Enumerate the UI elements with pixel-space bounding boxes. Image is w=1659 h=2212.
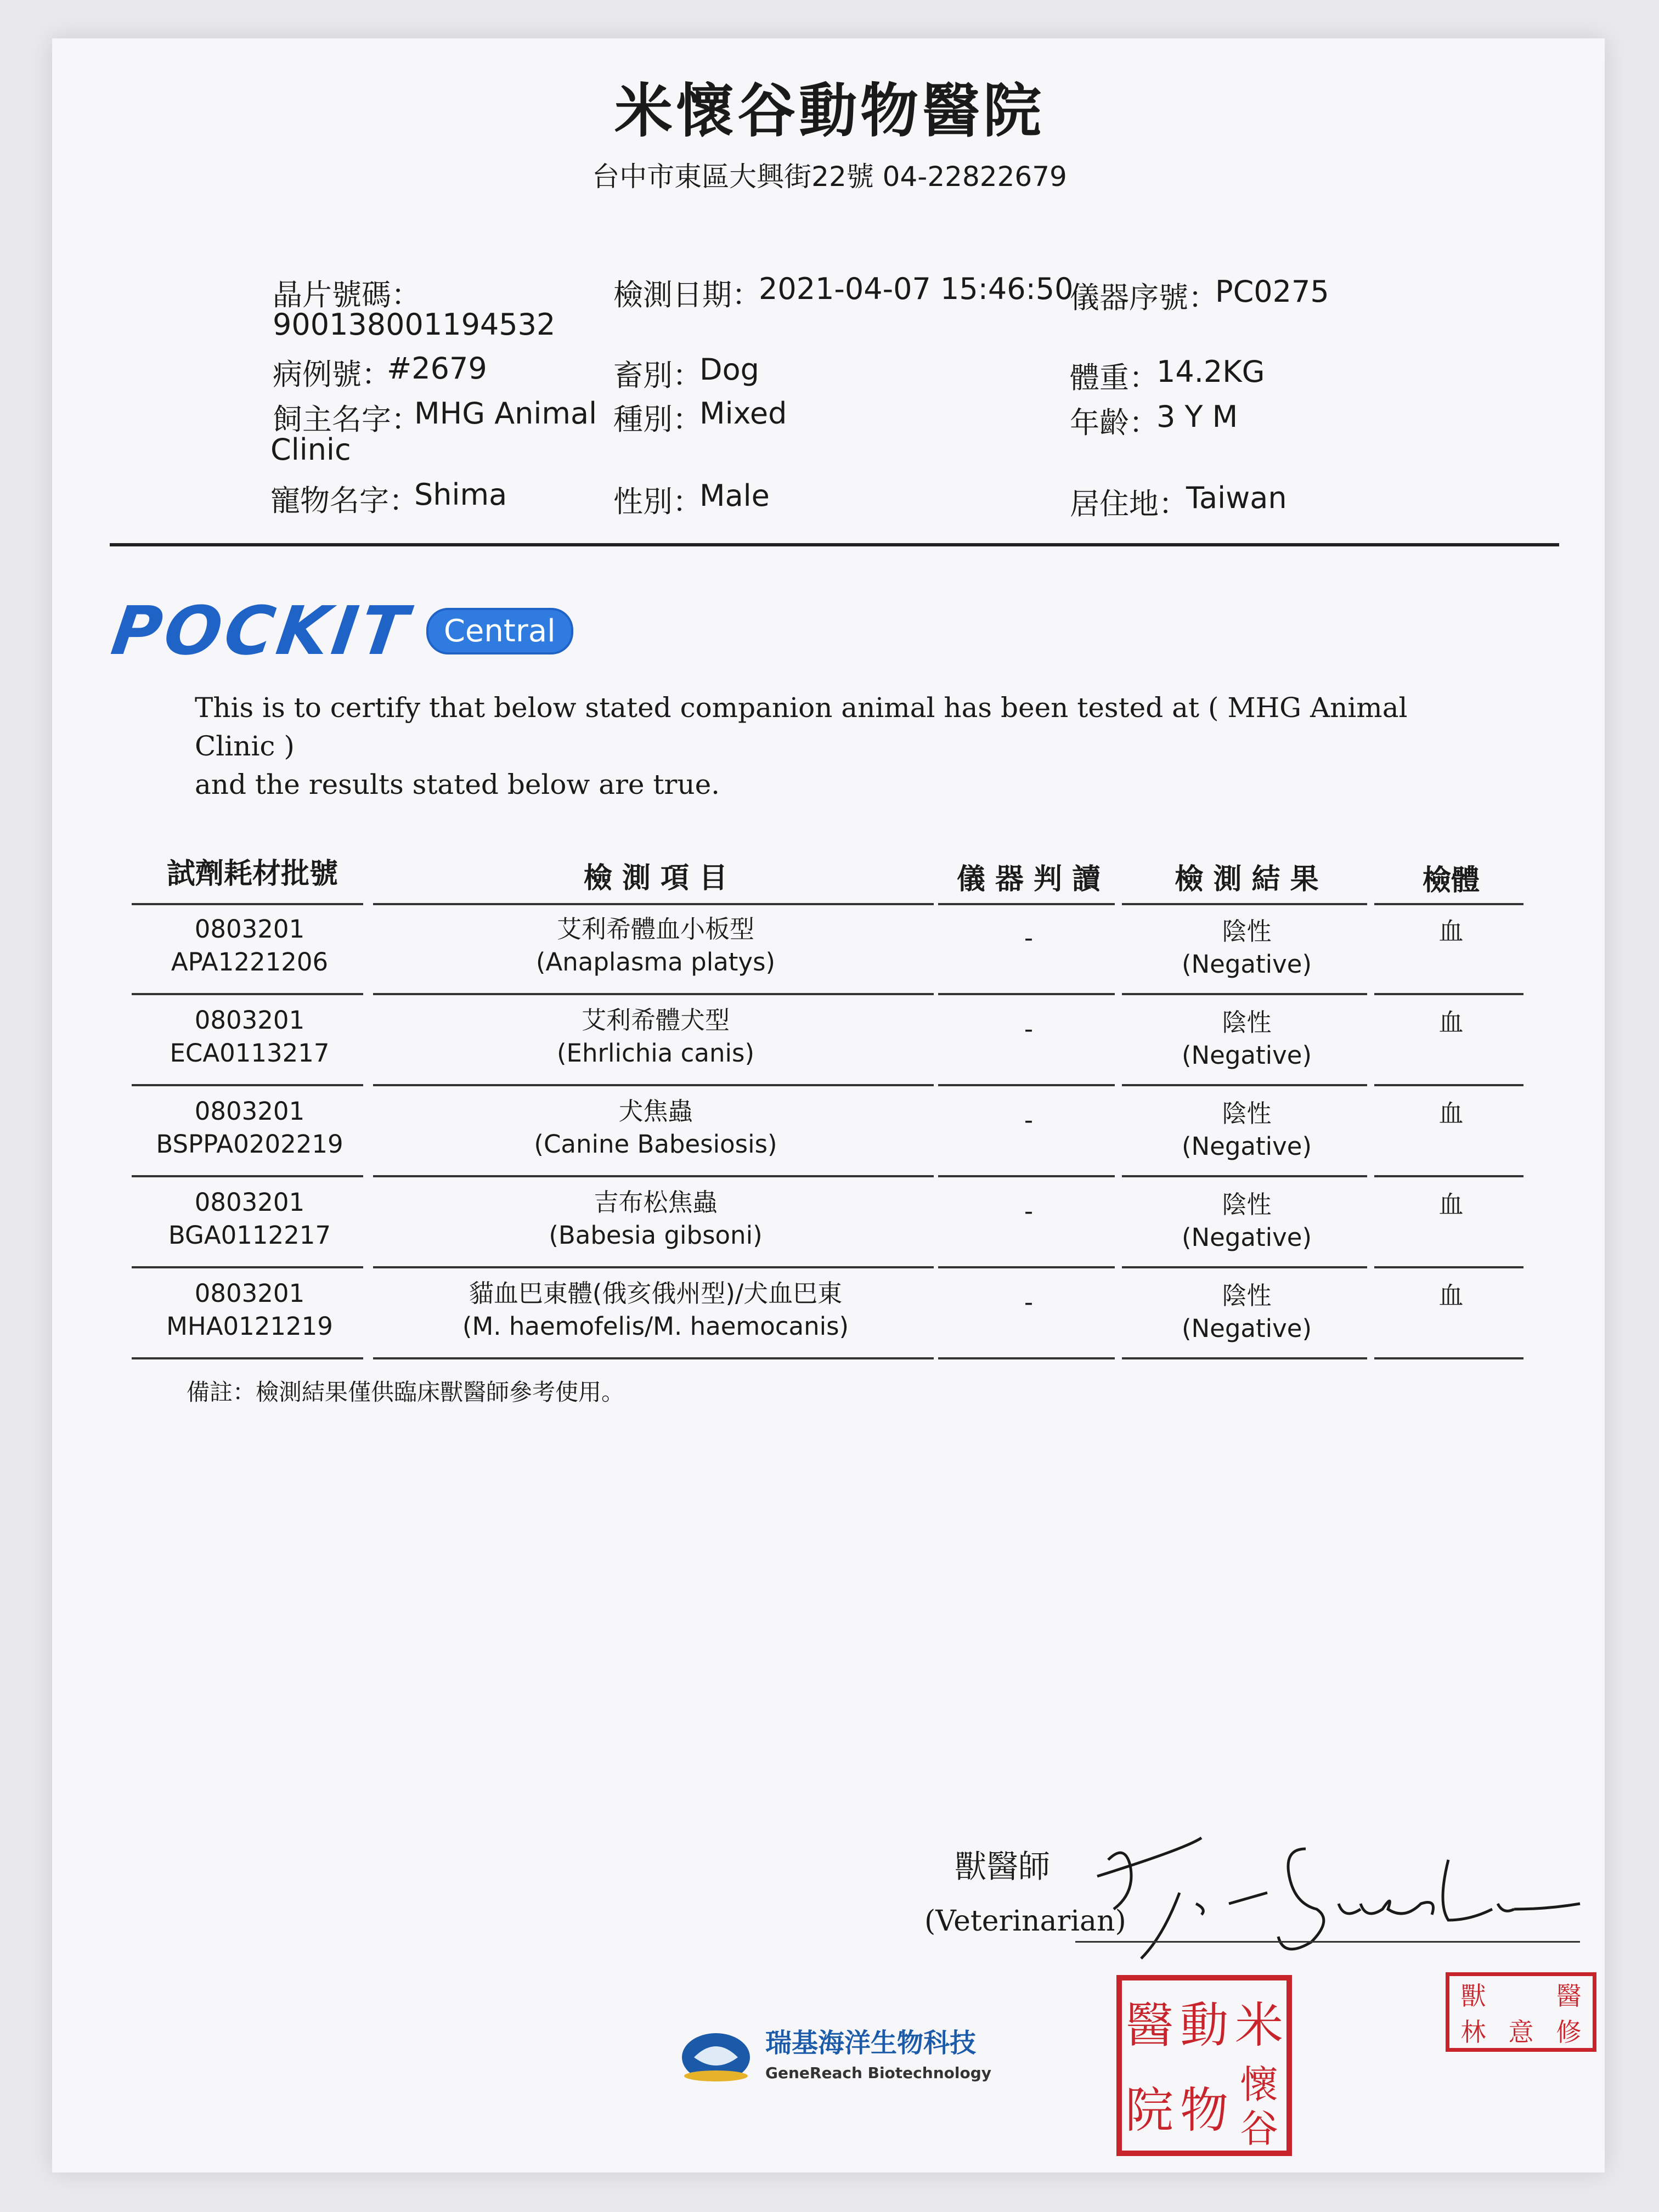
device-reading: - bbox=[1024, 923, 1034, 952]
col-header-lot: 試劑耗材批號 bbox=[166, 857, 338, 890]
brand-name: POCKIT bbox=[107, 592, 415, 670]
vet-seal-char: 意 bbox=[1508, 2017, 1534, 2047]
lot-code: BGA0112217 bbox=[168, 1221, 331, 1250]
lot-number: 0803201 bbox=[194, 1097, 305, 1126]
table-rule bbox=[1374, 1266, 1523, 1268]
signature-line bbox=[1075, 1941, 1580, 1943]
result-en: (Negative) bbox=[1181, 950, 1312, 979]
test-date-value: 2021-04-07 15:46:50 bbox=[759, 272, 1074, 306]
certification-line-1: This is to certify that below stated companion animal has been tested at ( MHG Animal Clinic ) bbox=[195, 692, 1408, 762]
table-rule bbox=[132, 1084, 363, 1086]
result-zh: 陰性 bbox=[1222, 1281, 1272, 1310]
case-value: #2679 bbox=[387, 351, 487, 386]
lot-number: 0803201 bbox=[194, 915, 305, 944]
result-en: (Negative) bbox=[1181, 1132, 1312, 1161]
pet-label: 寵物名字： bbox=[270, 483, 419, 518]
table-rule bbox=[373, 1357, 934, 1359]
owner-value-cont: Clinic bbox=[270, 432, 351, 467]
table-rule bbox=[1122, 993, 1367, 995]
table-rule bbox=[938, 993, 1115, 995]
vet-seal bbox=[1446, 1972, 1596, 2052]
weight-label: 體重： bbox=[1070, 360, 1159, 395]
chip-value: 900138001194532 bbox=[273, 307, 556, 342]
result-zh: 陰性 bbox=[1222, 1190, 1272, 1219]
result-zh: 陰性 bbox=[1222, 1099, 1272, 1128]
result-en: (Negative) bbox=[1181, 1223, 1312, 1252]
table-rule bbox=[373, 1175, 934, 1177]
case-label: 病例號： bbox=[273, 357, 391, 392]
brand-tag: Central bbox=[426, 608, 573, 654]
table-rule bbox=[373, 1266, 934, 1268]
clinic-seal-char: 醫 bbox=[1125, 1997, 1173, 2053]
company-name-zh: 瑞基海洋生物科技 bbox=[765, 2028, 977, 2058]
test-item-zh: 艾利希體犬型 bbox=[581, 1006, 730, 1035]
age-value: 3 Y M bbox=[1156, 399, 1238, 434]
table-rule bbox=[132, 1266, 363, 1268]
clinic-seal-char: 懷 bbox=[1240, 2062, 1278, 2107]
test-item-en: (Canine Babesiosis) bbox=[534, 1130, 777, 1159]
clinic-seal-char: 米 bbox=[1234, 1997, 1283, 2053]
table-rule bbox=[132, 993, 363, 995]
genereach-logo bbox=[678, 2019, 991, 2085]
chip-label: 晶片號碼： bbox=[273, 278, 421, 312]
device-reading: - bbox=[1024, 1105, 1034, 1135]
table-rule bbox=[938, 903, 1115, 905]
lot-code: MHA0121219 bbox=[166, 1312, 333, 1341]
result-en: (Negative) bbox=[1181, 1041, 1312, 1070]
lot-code: ECA0113217 bbox=[170, 1039, 330, 1068]
specimen-type: 血 bbox=[1438, 917, 1464, 946]
owner-label: 飼主名字： bbox=[273, 402, 421, 437]
specimen-type: 血 bbox=[1438, 1190, 1464, 1219]
table-rule bbox=[1122, 1266, 1367, 1268]
col-header-reading: 儀 器 判 讀 bbox=[956, 863, 1101, 896]
table-rule bbox=[1122, 1084, 1367, 1086]
clinic-seal-char: 院 bbox=[1125, 2082, 1173, 2138]
pockit-logo bbox=[107, 592, 573, 670]
test-item-en: (Babesia gibsoni) bbox=[549, 1221, 763, 1250]
genereach-emblem-icon bbox=[678, 2019, 754, 2085]
table-rule bbox=[938, 1357, 1115, 1359]
col-header-result: 檢 測 結 果 bbox=[1175, 863, 1319, 896]
device-reading: - bbox=[1024, 1014, 1034, 1043]
table-rule bbox=[1374, 1357, 1523, 1359]
col-header-item: 檢 測 項 目 bbox=[583, 862, 728, 895]
table-rule bbox=[373, 903, 934, 905]
table-rule bbox=[1122, 903, 1367, 905]
table-rule bbox=[132, 1357, 363, 1359]
lot-number: 0803201 bbox=[194, 1279, 305, 1308]
clinic-seal bbox=[1116, 1975, 1292, 2156]
animal-label: 畜別： bbox=[613, 358, 702, 393]
specimen-type: 血 bbox=[1438, 1099, 1464, 1128]
vet-seal-char: 修 bbox=[1556, 2017, 1582, 2047]
table-rule bbox=[373, 993, 934, 995]
test-item-zh: 貓血巴東體(俄亥俄州型)/犬血巴東 bbox=[469, 1279, 843, 1308]
device-reading: - bbox=[1024, 1288, 1034, 1317]
clinic-seal-char: 動 bbox=[1180, 1997, 1228, 2053]
breed-label: 種別： bbox=[613, 402, 702, 437]
lot-number: 0803201 bbox=[194, 1188, 305, 1217]
table-rule bbox=[938, 1175, 1115, 1177]
table-rule bbox=[1374, 903, 1523, 905]
lot-number: 0803201 bbox=[194, 1006, 305, 1035]
test-date-label: 檢測日期： bbox=[613, 278, 761, 312]
test-item-en: (Anaplasma platys) bbox=[535, 947, 776, 977]
col-header-specimen: 檢體 bbox=[1422, 864, 1480, 897]
remark-note: 備註：檢測結果僅供臨床獸醫師參考使用。 bbox=[187, 1379, 625, 1406]
vet-seal-char: 獸 bbox=[1460, 1981, 1486, 2011]
pet-value: Shima bbox=[414, 477, 507, 512]
table-rule bbox=[1374, 1084, 1523, 1086]
weight-value: 14.2KG bbox=[1156, 354, 1265, 389]
owner-value: MHG Animal bbox=[414, 396, 597, 431]
table-rule bbox=[1374, 993, 1523, 995]
table-rule bbox=[1374, 1175, 1523, 1177]
animal-value: Dog bbox=[699, 352, 759, 387]
table-rule bbox=[938, 1266, 1115, 1268]
device-reading: - bbox=[1024, 1197, 1034, 1226]
test-item-zh: 艾利希體血小板型 bbox=[556, 915, 754, 944]
vet-label: 獸醫師 bbox=[955, 1848, 1051, 1885]
device-label: 儀器序號： bbox=[1070, 280, 1218, 315]
company-name-en: GeneReach Biotechnology bbox=[765, 2064, 992, 2082]
residence-value: Taiwan bbox=[1186, 481, 1287, 515]
test-item-zh: 犬焦蟲 bbox=[618, 1097, 693, 1126]
certification-text bbox=[195, 689, 1457, 804]
table-rule bbox=[1122, 1175, 1367, 1177]
certification-line-2: and the results stated below are true. bbox=[195, 769, 720, 800]
device-value: PC0275 bbox=[1215, 274, 1329, 309]
table-rule bbox=[132, 1175, 363, 1177]
vet-signature bbox=[1075, 1827, 1591, 1970]
clinic-address: 台中市東區大興街22號 04-22822679 bbox=[592, 161, 1067, 193]
breed-value: Mixed bbox=[699, 396, 787, 431]
specimen-type: 血 bbox=[1438, 1281, 1464, 1310]
table-rule bbox=[938, 1084, 1115, 1086]
vet-label-en: (Veterinarian) bbox=[924, 1905, 1126, 1938]
sex-value: Male bbox=[699, 478, 770, 513]
result-en: (Negative) bbox=[1181, 1314, 1312, 1343]
result-zh: 陰性 bbox=[1222, 917, 1272, 946]
lot-code: BSPPA0202219 bbox=[156, 1130, 343, 1159]
sex-label: 性別： bbox=[613, 484, 702, 519]
table-rule bbox=[132, 903, 363, 905]
table-rule bbox=[1122, 1357, 1367, 1359]
lot-code: APA1221206 bbox=[171, 947, 329, 977]
header-divider bbox=[110, 543, 1559, 546]
clinic-seal-char: 物 bbox=[1180, 2082, 1228, 2138]
vet-seal-char: 醫 bbox=[1556, 1981, 1582, 2011]
residence-label: 居住地： bbox=[1070, 487, 1188, 521]
age-label: 年齡： bbox=[1070, 405, 1159, 440]
test-item-en: (Ehrlichia canis) bbox=[557, 1039, 754, 1068]
specimen-type: 血 bbox=[1438, 1008, 1464, 1037]
result-zh: 陰性 bbox=[1222, 1008, 1272, 1037]
test-item-en: (M. haemofelis/M. haemocanis) bbox=[462, 1312, 849, 1341]
table-rule bbox=[373, 1084, 934, 1086]
clinic-seal-char: 谷 bbox=[1240, 2106, 1278, 2151]
vet-seal-char: 林 bbox=[1460, 2017, 1486, 2047]
clinic-name: 米懷谷動物醫院 bbox=[614, 77, 1045, 145]
test-item-zh: 吉布松焦蟲 bbox=[594, 1188, 718, 1217]
